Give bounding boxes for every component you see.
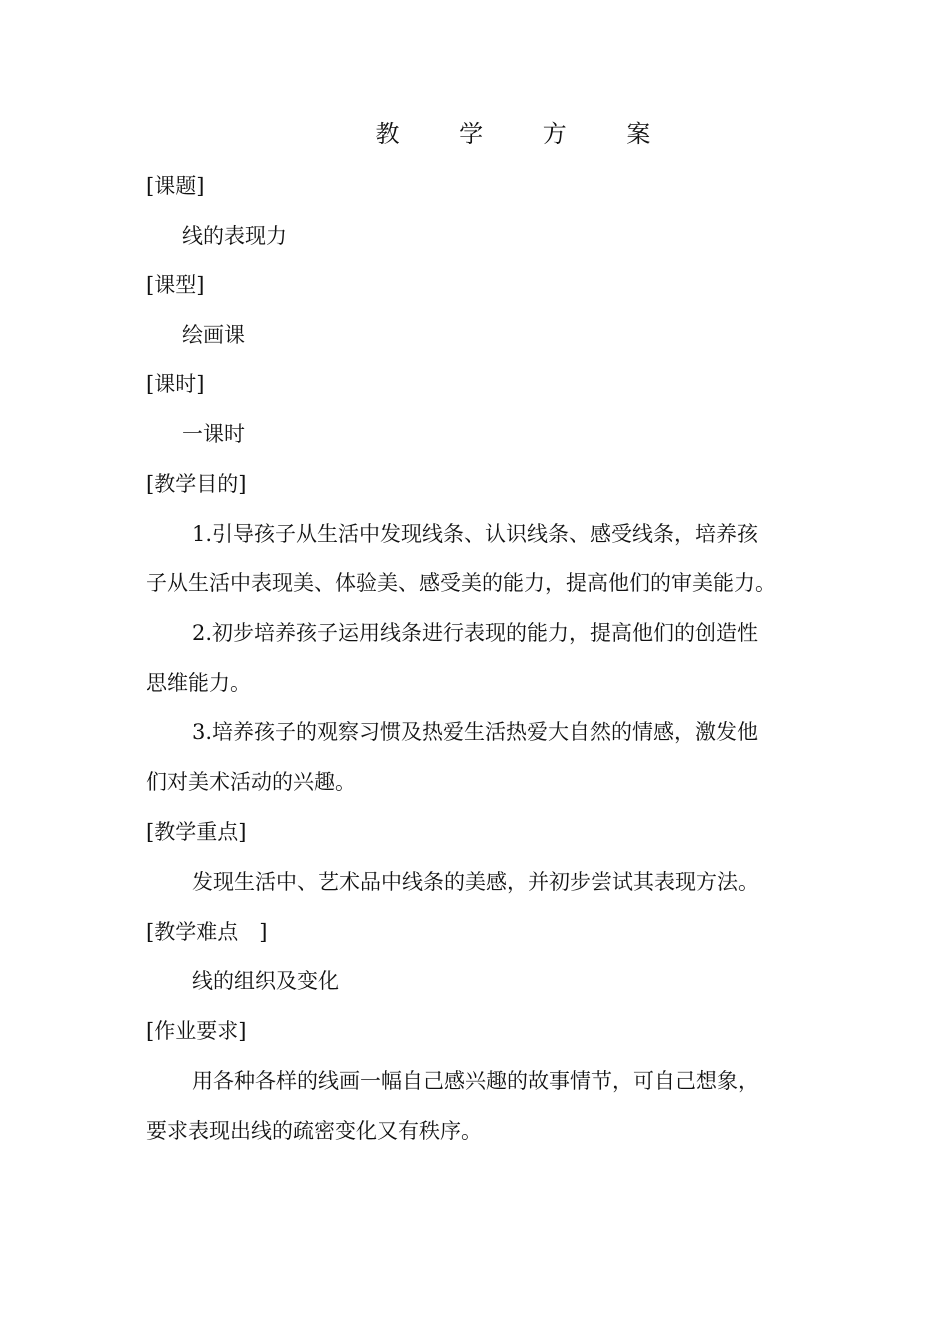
objective-2-line-2: 思维能力。 (146, 671, 251, 695)
objective-2-line-1: 2.初步培养孩子运用线条进行表现的能力，提高他们的创造性 (192, 621, 759, 645)
objective-1-line-2: 子从生活中表现美、体验美、感受美的能力，提高他们的审美能力。 (146, 571, 776, 595)
type-value: 绘画课 (182, 323, 245, 347)
key-points-value: 发现生活中、艺术品中线条的美感，并初步尝试其表现方法。 (192, 870, 759, 894)
key-points-heading: [教学重点] (146, 820, 247, 844)
objective-3-line-2: 们对美术活动的兴趣。 (146, 770, 356, 794)
difficulties-heading: [教学难点 ] (146, 920, 268, 944)
homework-line-1: 用各种各样的线画一幅自己感兴趣的故事情节，可自己想象， (192, 1069, 759, 1093)
difficulties-value: 线的组织及变化 (192, 969, 339, 993)
duration-heading: [课时] (146, 372, 205, 396)
objective-3-line-1: 3.培养孩子的观察习惯及热爱生活热爱大自然的情感，激发他 (192, 720, 759, 744)
duration-value: 一课时 (182, 422, 245, 446)
objective-1-line-1: 1.引导孩子从生活中发现线条、认识线条、感受线条，培养孩 (192, 522, 759, 546)
topic-heading: [课题] (146, 174, 205, 198)
homework-heading: [作业要求] (146, 1019, 247, 1043)
type-heading: [课型] (146, 273, 205, 297)
homework-line-2: 要求表现出线的疏密变化又有秩序。 (146, 1119, 482, 1143)
topic-value: 线的表现力 (182, 224, 287, 248)
document-title: 教 学 方 案 (375, 120, 677, 148)
objectives-heading: [教学目的] (146, 472, 247, 496)
